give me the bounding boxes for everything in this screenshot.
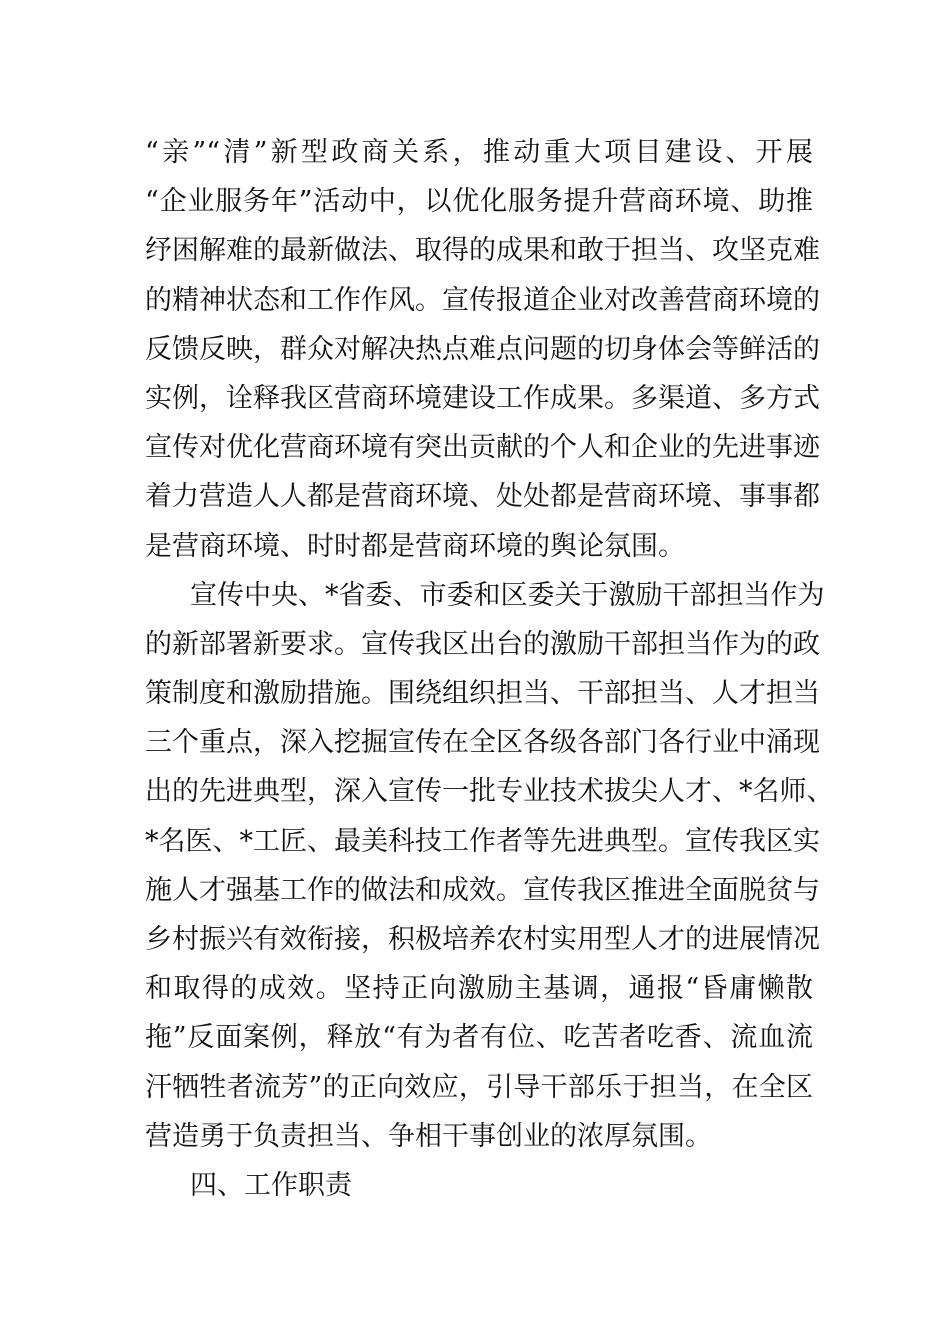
text-line: *名医、*工匠、最美科技工作者等先进典型。宣传我区实 [145,825,820,857]
text-line: 策制度和激励措施。围绕组织担当、干部担当、人才担当 [145,678,820,710]
paragraph-business-environment [145,128,820,571]
paragraph-cadre-incentives [145,571,834,1161]
text-line: 汗牺牲者流芳”的正向效应，引导干部乐于担当，在全区 [145,1071,813,1103]
text-line: “企业服务年”活动中，以优化服务提升营商环境、助推 [145,186,813,218]
text-line: “亲”“清”新型政商关系，推动重大项目建设、开展 [145,137,813,168]
section-heading [145,1161,813,1210]
text-line: 着力营造人人都是营商环境、处处都是营商环境、事事都 [145,481,820,513]
text-line: 反馈反映，群众对解决热点难点问题的切身体会等鲜活的 [145,333,820,365]
text-line: 的新部署新要求。宣传我区出台的激励干部担当作为的政 [145,628,820,660]
text-line: 拖”反面案例，释放“有为者有位、吃苦者吃香、流血流 [145,1022,813,1054]
text-line: 的精神状态和工作作风。宣传报道企业对改善营商环境的 [145,284,820,316]
section-heading-text: 四、工作职责 [190,1169,352,1201]
text-line: 是营商环境、时时都是营商环境的舆论氛围。 [145,530,685,562]
text-line: 出的先进典型，深入宣传一批专业技术拔尖人才、*名师、 [145,776,834,808]
text-line: 三个重点，深入挖掘宣传在全区各级各部门各行业中涌现 [145,727,820,759]
text-line: 宣传对优化营商环境有突出贡献的个人和企业的先进事迹 [145,432,820,464]
text-line: 乡村振兴有效衔接，积极培养农村实用型人才的进展情况 [145,924,820,955]
document-body [145,128,834,1210]
text-line: 宣传中央、*省委、市委和区委关于激励干部担当作为 [190,579,825,611]
text-line: 实例，诠释我区营商环境建设工作成果。多渠道、多方式 [145,382,820,414]
text-line: 和取得的成效。坚持正向激励主基调，通报“昏庸懒散 [145,973,813,1005]
text-line: 施人才强基工作的做法和成效。宣传我区推进全面脱贫与 [145,874,820,906]
text-line: 营造勇于负责担当、争相干事创业的浓厚氛围。 [145,1120,712,1152]
text-line: 纾困解难的最新做法、取得的成果和敢于担当、攻坚克难 [145,235,820,267]
